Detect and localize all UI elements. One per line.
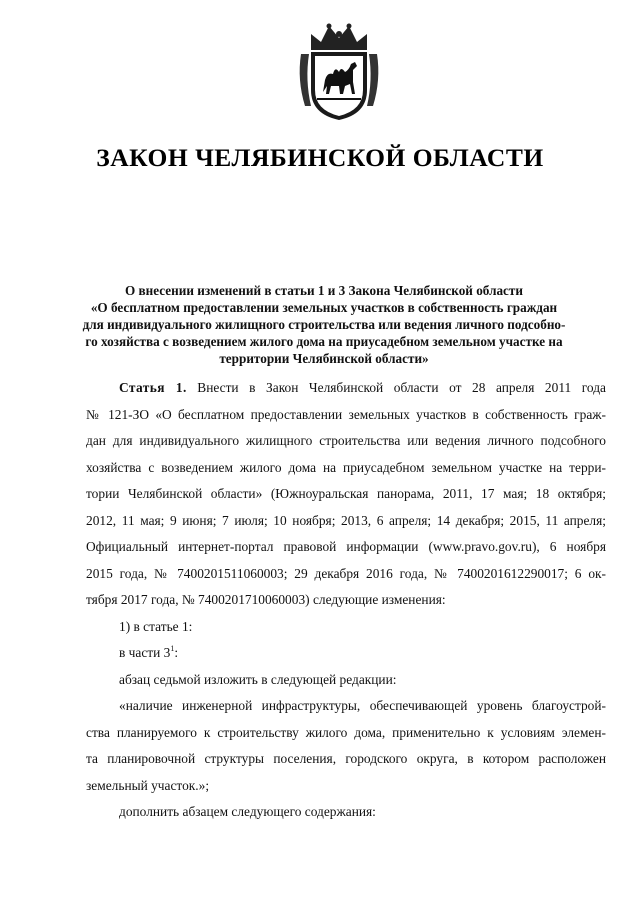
quote-line: та планировочной структуры поселения, городского округа, в котором расположен: [86, 751, 606, 766]
article-1-line: Официальный интернет-портал правовой информации (www.pravo.gov.ru), 6 ноября: [86, 539, 606, 554]
subject-line: территории Челябинской области»: [219, 351, 429, 366]
part-prefix: в части 3: [119, 645, 171, 660]
subject-line: для индивидуального жилищного строительства или ведения личного подсобно-: [82, 317, 566, 332]
article-1-line: тории Челябинской области» (Южноуральская панорама, 2011, 17 мая; 18 октября;: [86, 486, 606, 501]
article-1-line: хозяйства с возведением жилого дома на приусадебном земельном участке на терри-: [86, 459, 606, 475]
law-title: ЗАКОН ЧЕЛЯБИНСКОЙ ОБЛАСТИ: [96, 143, 544, 172]
document-body: [86, 375, 606, 826]
quote-line: «наличие инженерной инфраструктуры, обеспечивающей уровень благоустрой-: [119, 698, 606, 713]
article-1-line: 2012, 11 мая; 9 июня; 7 июля; 10 ноября; 2013, 6 апреля; 14 декабря; 2015, 11 апреля;: [86, 512, 606, 528]
subject-line: О внесении изменений в статьи 1 и 3 Закона Челябинской области: [125, 283, 523, 298]
article-1-text: Внести в Закон Челябинской области от 28 апреля 2011 года: [186, 380, 606, 395]
part-suffix: :: [174, 645, 179, 660]
article-1-line: 2015 года, № 7400201511060003; 29 декабря 2016 года, № 7400201612290017; 6 ок-: [86, 565, 606, 581]
supplement-instruction: дополнить абзацем следующего содержания:: [119, 804, 376, 819]
article-1-line: № 121-ЗО «О бесплатном предоставлении земельных участков в собственность граж-: [86, 406, 606, 422]
article-1-label: Статья 1.: [119, 380, 187, 395]
quote-line: ства планируемого к строительству жилого дома, применительно к условиям элемен-: [86, 724, 606, 740]
chelyabinsk-coat-of-arms-icon: [297, 20, 381, 124]
part-3-1: [86, 640, 606, 667]
quote-line: земельный участок.»;: [86, 777, 210, 793]
subject-line: го хозяйства с возведением жилого дома на приусадебном земельном участке на: [85, 334, 563, 349]
paragraph-7-instruction: абзац седьмой изложить в следующей редакции:: [119, 671, 397, 687]
article-1-line: тября 2017 года, № 7400201710060003) следующие изменения:: [86, 592, 446, 607]
subject-line: «О бесплатном предоставлении земельных участков в собственность граждан: [90, 300, 558, 315]
article-1-line: дан для индивидуального жилищного строительства или ведения личного подсобного: [86, 433, 606, 448]
part-superscript: 1: [170, 644, 175, 653]
item-1: 1) в статье 1:: [119, 618, 193, 634]
law-subject: [74, 282, 574, 367]
article-1-first-line: [86, 375, 606, 402]
